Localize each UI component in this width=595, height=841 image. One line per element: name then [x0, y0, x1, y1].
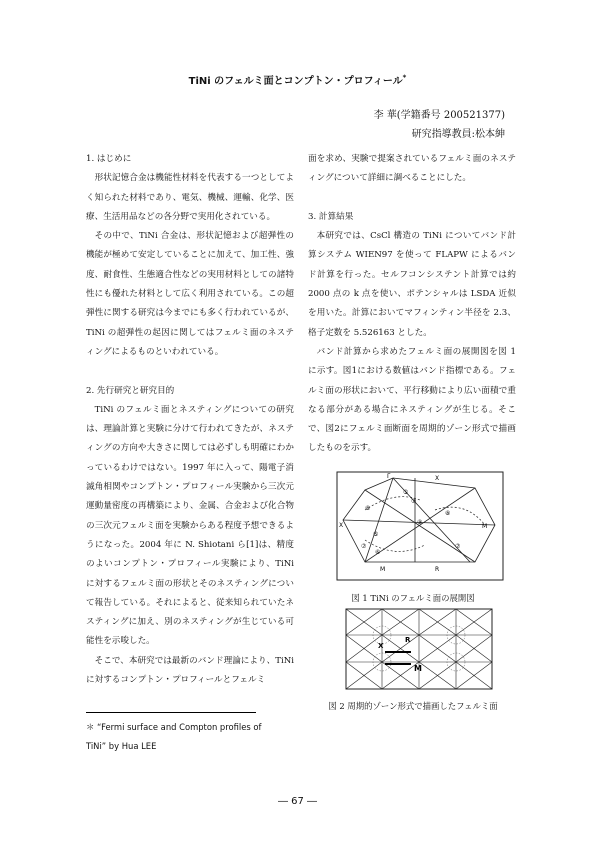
- section-1-heading: 1. はじめに: [86, 154, 132, 164]
- band-index: ⑤: [403, 489, 409, 496]
- section-3-heading: 3. 計算結果: [308, 211, 354, 222]
- x-left-label: X: [339, 522, 344, 529]
- footnote-rule: [86, 712, 256, 713]
- paper-title: TiNi のフェルミ面とコンプトン・プロフィール*: [188, 73, 407, 87]
- band-index: ⑦: [455, 543, 461, 550]
- author-name: 李 華(学籍番号 200521377): [373, 110, 505, 121]
- gamma-label: Γ: [387, 473, 391, 480]
- r-bottom-label: R: [435, 566, 440, 573]
- band-index: ⑤: [373, 531, 379, 538]
- author-block: [374, 106, 505, 144]
- m-right-label: M: [482, 523, 488, 530]
- footnote-line: TiNi” by Hua LEE: [86, 741, 157, 751]
- paragraph: そこで、本研究では最新のバンド理論により、TiNi に対するコンプトン・プロフィールとフェルミ: [86, 655, 294, 686]
- paragraph: 本研究では、CsCl 構造の TiNi についてバンド計算システム WIEN97 を使って FLAPW によるバンド計算を行った。セルフコンシステント計算では約 2000 点の k 点を使い、ポテンシャルは LSDA 近似を用いた。計算においてマフィンティン半径を 2.3、格子定数を 5.526163 とした。: [308, 231, 516, 338]
- figure-1-caption: 図 1 TiNi のフェルミ面の展開図: [351, 593, 475, 603]
- m-label: M: [414, 664, 422, 673]
- x-label: X: [378, 642, 384, 650]
- band-index: ⑥: [375, 549, 381, 556]
- band-index: ⑧: [445, 510, 451, 517]
- paragraph: 面を求め、実験で提案されているフェルミ面のネスティングについて詳細に調べることにした。: [308, 154, 516, 184]
- section-2-heading: 2. 先行研究と研究目的: [86, 385, 175, 396]
- band-index: ⑥: [365, 505, 371, 512]
- band-index: ⑦: [361, 543, 367, 550]
- left-column: [86, 150, 294, 690]
- paragraph: 形状記憶合金は機能性材料を代表する一つとしてよく知られた材料であり、電気、機械、運輸、化学、医療、生活用品などの各分野で実用化されている。: [86, 173, 294, 222]
- paragraph: その中で、TiNi 合金は、形状記憶および超弾性の機能が極めて安定していることに加えて、加工性、強度、耐食性、生態適合性などの実用材料としての諸特性にも優れた材料として広く利用されている。この超弾性に関する研究は今までにも多く行われているが、TiNi の超弾性の起因に関してはフェルミ面のネスティングによるものといわれている。: [86, 231, 294, 357]
- footnote-line: ＊ “Fermi surface and Compton profiles of: [86, 722, 262, 732]
- footnote: [86, 718, 286, 756]
- r-label: R: [405, 636, 411, 644]
- figure-2-periodic-zone: [345, 608, 493, 690]
- x-top-label: X: [435, 475, 440, 482]
- page-number: ― 67 ―: [277, 796, 318, 807]
- band-index: ⑦: [411, 498, 417, 505]
- figure-2-caption: 図 2 周期的ゾーン形式で描画したフェルミ面: [328, 701, 498, 711]
- figure-1-fermi-surface-unfolded: [335, 470, 505, 582]
- advisor-name: 研究指導教員:松本紳: [411, 129, 505, 140]
- right-column: [308, 150, 516, 459]
- m-bottom-label: M: [380, 566, 386, 573]
- paragraph: バンド計算から求めたフェルミ面の展開図を図 1 に示す。図1における数値はバンド指標である。フェルミ面の形状において、平行移動により広い面積で重なる部分がある場合にネスティングが生じる。そこで、図2にフェルミ面断面を周期的ゾーン形式で描画したものを示す。: [308, 346, 516, 454]
- band-index: ⑨: [417, 519, 423, 526]
- paragraph: TiNi のフェルミ面とネスティングについての研究は、理論計算と実験に分けて行われてきたが、ネスティングの方向や大きさに関しては必ずしも明確にわかっているわけではない。1997 年に入って、陽電子消滅角相関やコンプトン・プロフィール実験から三次元運動量密度の再構築により、金属、合金および化合物の三次元フェルミ面を実験からある程度予想できるようになった。2004 年に N. Shiotani ら[1]は、精度のよいコンプトン・プロフィール実験により、TiNi に対するフェルミ面の形状とそのネスティングについて報告している。それによると、従来知られていたネスティングに加え、別のネスティングが生じている可能性を示唆した。: [86, 404, 294, 647]
